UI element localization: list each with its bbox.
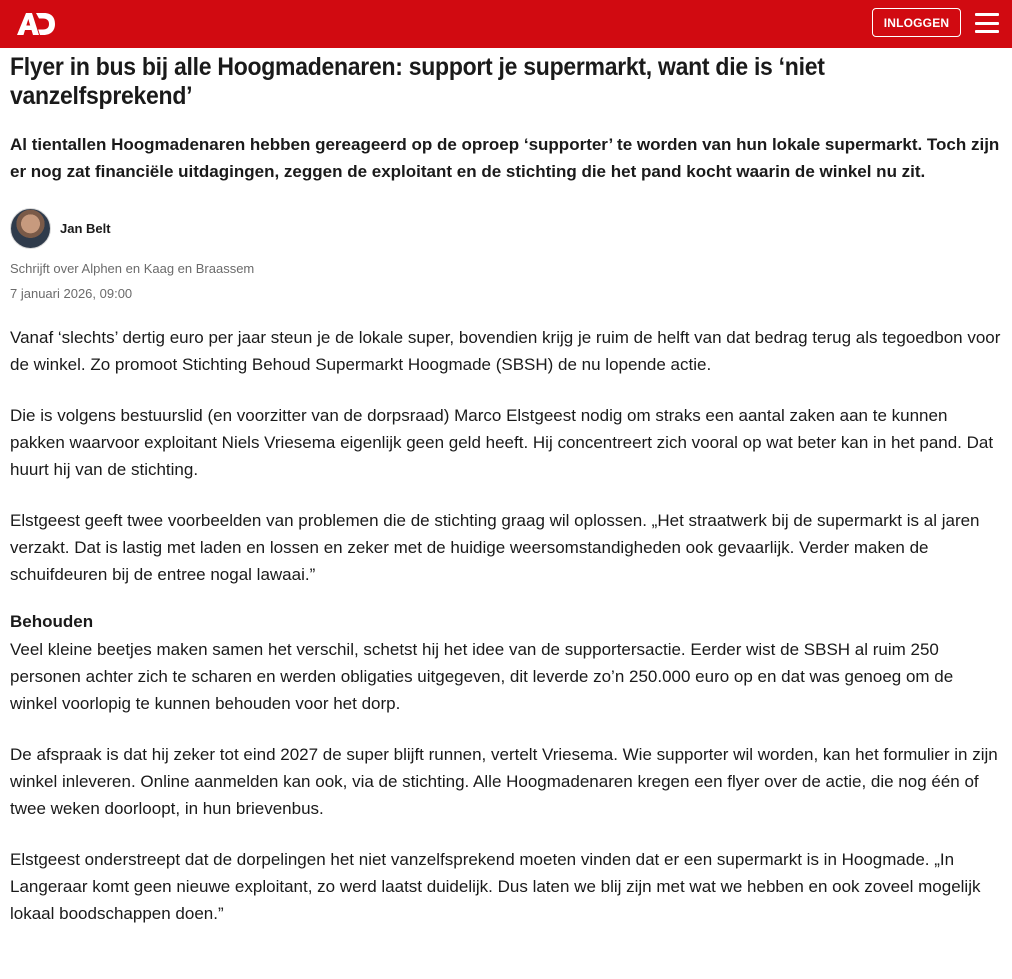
article-paragraph: Elstgeest onderstreept dat de dorpelingen het niet vanzelfsprekend moeten vinden dat er een supermarkt is in Hoogmade. „In Langeraar komt geen nieuwe exploitant, zo werd laatst duidelijk. Dus laten we blij zijn met wat we hebben en ook zoveel mogelijk lokaal boodschappen doen.” [10, 850, 981, 923]
article-paragraph: Veel kleine beetjes maken samen het verschil, schetst hij het idee van de supportersactie. Eerder wist de SBSH al ruim 250 personen achter zich te scharen en werden obligaties uitgegeven, dit leverde zo’n 250.000 euro op en dat was genoeg om de winkel voorlopig te kunnen behouden voor het dorp. [10, 640, 954, 713]
hamburger-menu-icon[interactable] [975, 13, 999, 33]
author-byline[interactable] [10, 208, 1002, 249]
article-paragraph: Die is volgens bestuurslid (en voorzitter van de dorpsraad) Marco Elstgeest nodig om straks een aantal zaken aan te kunnen pakken waarvoor exploitant Niels Vriesema eigenlijk geen geld heeft. Hij concentreert zich vooral op wat beter kan in het pand. Dat huurt hij van de stichting. [10, 406, 994, 479]
author-beat: Schrijft over Alphen en Kaag en Braassem [10, 261, 255, 276]
article-paragraph: Vanaf ‘slechts’ dertig euro per jaar steun je de lokale super, bovendien krijg je ruim de helft van dat bedrag terug als tegoedbon voor de winkel. Zo promoot Stichting Behoud Supermarkt Hoogmade (SBSH) de nu lopende actie. [10, 328, 1001, 374]
ad-logo[interactable] [15, 9, 57, 39]
article [0, 53, 1012, 927]
ad-logo-icon [15, 11, 57, 37]
author-name[interactable]: Jan Belt [60, 221, 111, 236]
author-avatar[interactable] [10, 208, 51, 249]
article-intro: Al tientallen Hoogmadenaren hebben gereageerd op de oproep ‘supporter’ te worden van hun lokale supermarkt. Toch zijn er nog zat financiële uitdagingen, zeggen de exploitant en de stichting die het pand kocht waarin de winkel nu zit. [10, 135, 1000, 181]
article-paragraph: Elstgeest geeft twee voorbeelden van problemen die de stichting graag wil oplossen. „Het straatwerk bij de supermarkt is al jaren verzakt. Dat is lastig met laden en lossen en zeker met de huidige weersomstandigheden ook gevaarlijk. Verder maken de schuifdeuren bij de entree nogal lawaai.” [10, 511, 980, 584]
article-title: Flyer in bus bij alle Hoogmadenaren: support je supermarkt, want die is ‘niet vanzelfsprekend’ [10, 53, 825, 110]
publish-date: 7 januari 2026, 09:00 [10, 286, 133, 301]
article-paragraph: De afspraak is dat hij zeker tot eind 2027 de super blijft runnen, vertelt Vriesema. Wie supporter wil worden, kan het formulier in zijn winkel inleveren. Online aanmelden kan ook, via de stichting. Alle Hoogmadenaren kregen een flyer over de actie, die nog één of twee weken doorloopt, in hun brievenbus. [10, 745, 998, 818]
article-subheading: Behouden [10, 612, 94, 631]
login-button[interactable]: INLOGGEN [872, 8, 961, 37]
top-navigation-bar [0, 0, 1012, 48]
